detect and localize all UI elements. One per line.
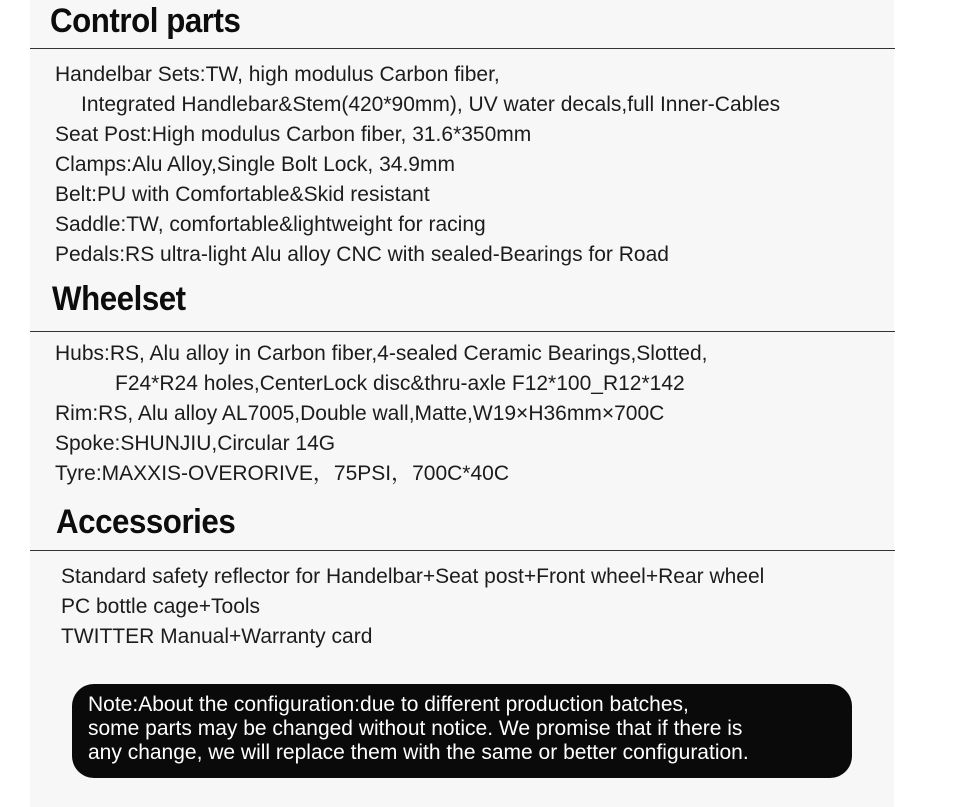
list-item: Hubs:RS, Alu alloy in Carbon fiber,4-sealed Ceramic Bearings,Slotted, bbox=[55, 342, 708, 365]
list-item: Saddle:TW, comfortable&lightweight for racing bbox=[55, 213, 486, 236]
note-line: any change, we will replace them with the same or better configuration. bbox=[88, 741, 749, 764]
list-item: PC bottle cage+Tools bbox=[61, 595, 261, 618]
divider bbox=[30, 48, 895, 49]
list-item: Seat Post:High modulus Carbon fiber, 31.6*350mm bbox=[55, 123, 532, 146]
note-line: Note:About the configuration:due to different production batches, bbox=[88, 693, 689, 716]
list-item: Standard safety reflector for Handelbar+Seat post+Front wheel+Rear wheel bbox=[61, 565, 765, 588]
list-item: Clamps:Alu Alloy,Single Bolt Lock, 34.9mm bbox=[55, 153, 455, 176]
list-item: Rim:RS, Alu alloy AL7005,Double wall,Matte,W19×H36mm×700C bbox=[55, 402, 665, 425]
list-item: Belt:PU with Comfortable&Skid resistant bbox=[55, 183, 430, 206]
divider bbox=[30, 331, 895, 332]
section-title-control-parts: Control parts bbox=[50, 2, 241, 40]
section-title-wheelset: Wheelset bbox=[52, 280, 186, 318]
list-item: TWITTER Manual+Warranty card bbox=[61, 625, 373, 648]
section-title-accessories: Accessories bbox=[56, 503, 236, 541]
note-line: some parts may be changed without notice. We promise that if there is bbox=[88, 717, 743, 740]
list-item: F24*R24 holes,CenterLock disc&thru-axle F12*100_R12*142 bbox=[115, 372, 685, 395]
list-item: Pedals:RS ultra-light Alu alloy CNC with sealed-Bearings for Road bbox=[55, 243, 669, 266]
control-parts-list bbox=[55, 60, 780, 270]
configuration-note bbox=[72, 684, 852, 778]
list-item: Handelbar Sets:TW, high modulus Carbon fiber, bbox=[55, 63, 500, 86]
list-item: Spoke:SHUNJIU,Circular 14G bbox=[55, 432, 336, 455]
wheelset-list bbox=[55, 339, 708, 489]
accessories-list bbox=[61, 562, 764, 652]
list-item: Integrated Handlebar&Stem(420*90mm), UV water decals,full Inner-Cables bbox=[81, 93, 781, 116]
divider bbox=[30, 550, 895, 551]
list-item: Tyre:MAXXIS-OVERORIVE，75PSI，700C*40C bbox=[55, 462, 509, 485]
